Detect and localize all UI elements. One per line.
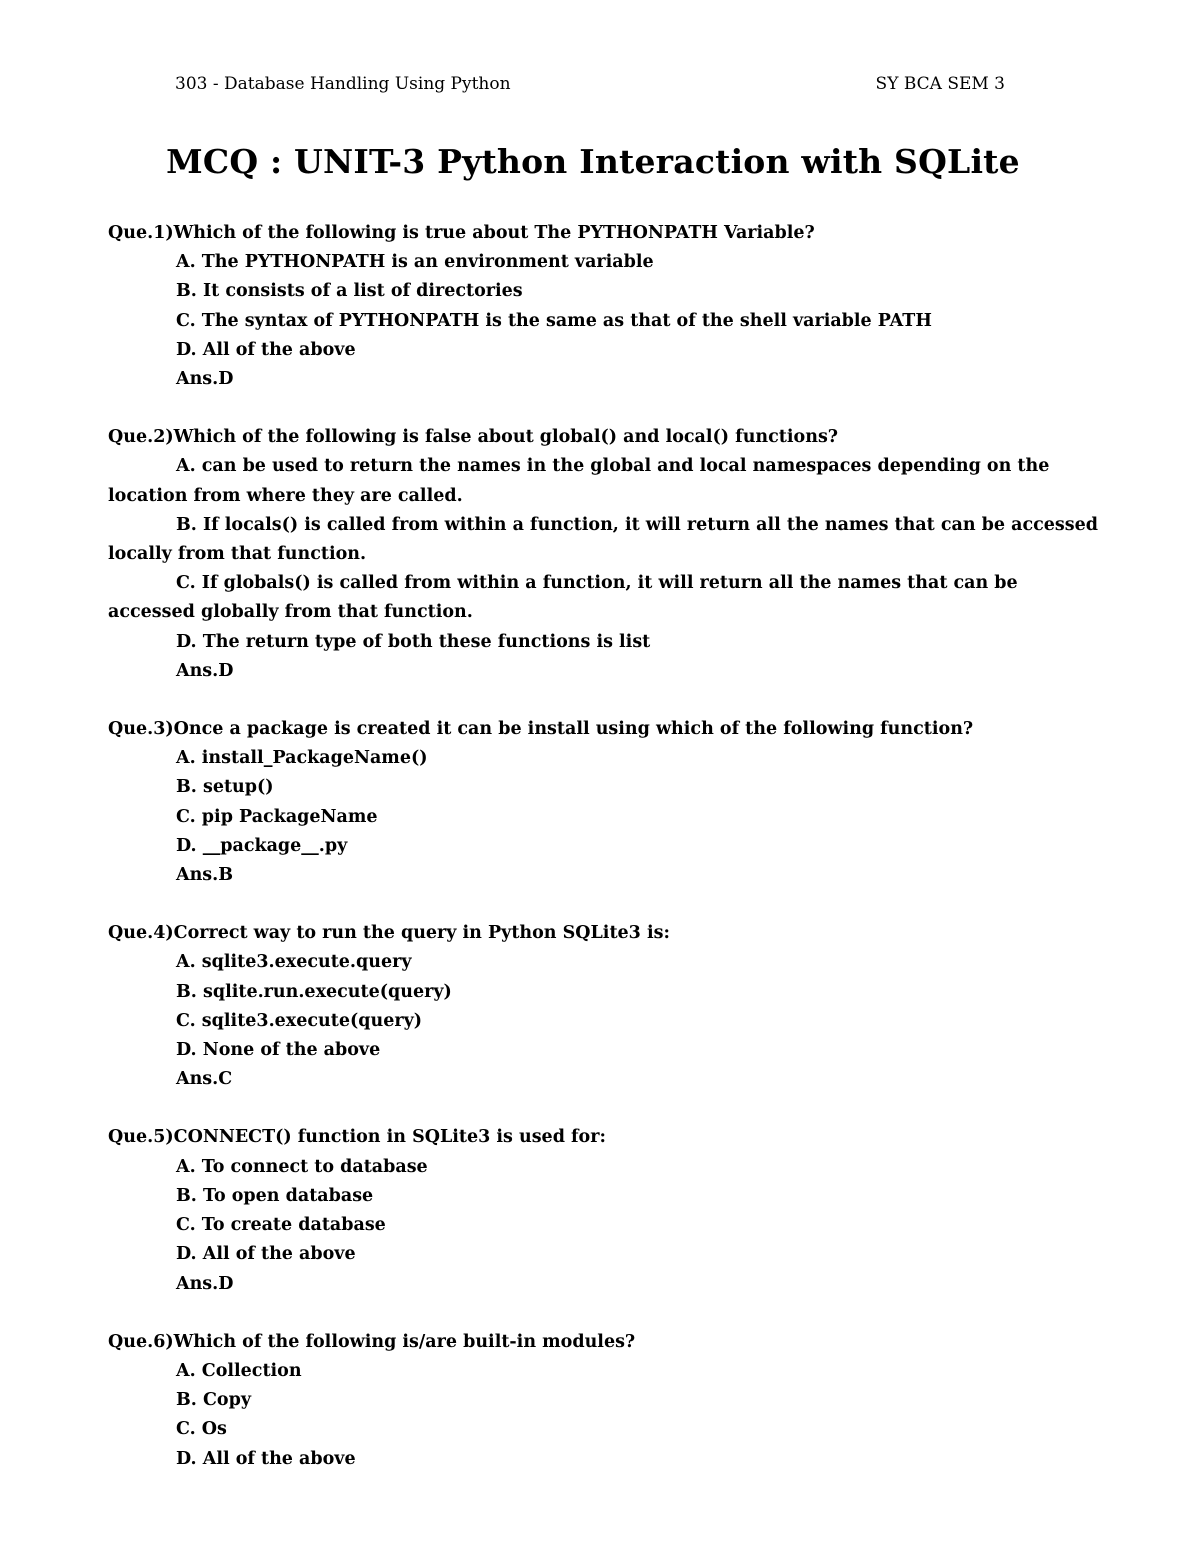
question-list (108, 219, 1098, 1503)
option-a: A. install_PackageName() (176, 748, 428, 769)
option-b: B. setup() (176, 777, 274, 798)
option-c: C. Os (176, 1419, 227, 1440)
option-a: A. Collection (176, 1360, 302, 1381)
option-d: D. All of the above (176, 1244, 356, 1265)
option-c: C. If globals() is called from within a function, it will return all the names that can be (176, 573, 1018, 594)
option-a: A. can be used to return the names in the global and local namespaces depending on the (176, 456, 1050, 477)
question-block (108, 919, 1038, 1094)
question-text: Que.1)Which of the following is true about The PYTHONPATH Variable? (108, 223, 815, 243)
question-block (108, 1123, 1038, 1298)
option-d: D. The return type of both these functions is list (176, 631, 651, 652)
option-d: D. All of the above (176, 339, 356, 360)
answer: Ans.D (176, 369, 234, 390)
option-b: B. If locals() is called from within a function, it will return all the names that can be accessed (176, 514, 1098, 535)
question-text: Que.2)Which of the following is false about global() and local() functions? (108, 427, 839, 448)
question-text: Que.6)Which of the following is/are built-in modules? (108, 1331, 636, 1352)
question-block (108, 1328, 1038, 1474)
option-a: A. The PYTHONPATH is an environment variable (176, 252, 654, 273)
question-block (108, 715, 1038, 890)
option-b: B. Copy (176, 1390, 251, 1411)
option-c: C. To create database (176, 1215, 386, 1236)
answer: Ans.C (176, 1069, 233, 1090)
option-c: C. pip PackageName (176, 806, 378, 827)
answer: Ans.D (176, 660, 234, 681)
option-c: C. The syntax of PYTHONPATH is the same as that of the shell variable PATH (176, 310, 932, 331)
answer: Ans.B (176, 865, 234, 886)
option-c-continued: accessed globally from that function. (108, 602, 473, 623)
option-a: A. sqlite3.execute.query (176, 952, 412, 973)
option-b: B. To open database (176, 1185, 374, 1206)
question-text: Que.3)Once a package is created it can be install using which of the following function? (108, 719, 974, 740)
option-a-continued: location from where they are called. (108, 485, 463, 506)
option-b: B. It consists of a list of directories (176, 281, 523, 302)
answer: Ans.D (176, 1273, 234, 1294)
question-text: Que.5)CONNECT() function in SQLite3 is used for: (108, 1127, 606, 1148)
option-c: C. sqlite3.execute(query) (176, 1010, 423, 1031)
question-text: Que.4)Correct way to run the query in Python SQLite3 is: (108, 923, 670, 944)
document-title: MCQ : UNIT-3 Python Interaction with SQLite (166, 142, 1020, 181)
option-b-continued: locally from that function. (108, 544, 367, 565)
page-header (175, 74, 1005, 98)
option-d: D. All of the above (176, 1448, 356, 1469)
option-a: A. To connect to database (176, 1156, 428, 1177)
question-block (108, 219, 1038, 394)
question-block (108, 423, 1098, 686)
option-d: D. None of the above (176, 1040, 381, 1061)
option-b: B. sqlite.run.execute(query) (176, 981, 452, 1002)
class-label: SY BCA SEM 3 (875, 74, 1005, 94)
option-d: D. __package__.py (176, 835, 348, 856)
course-title: 303 - Database Handling Using Python (175, 74, 511, 94)
